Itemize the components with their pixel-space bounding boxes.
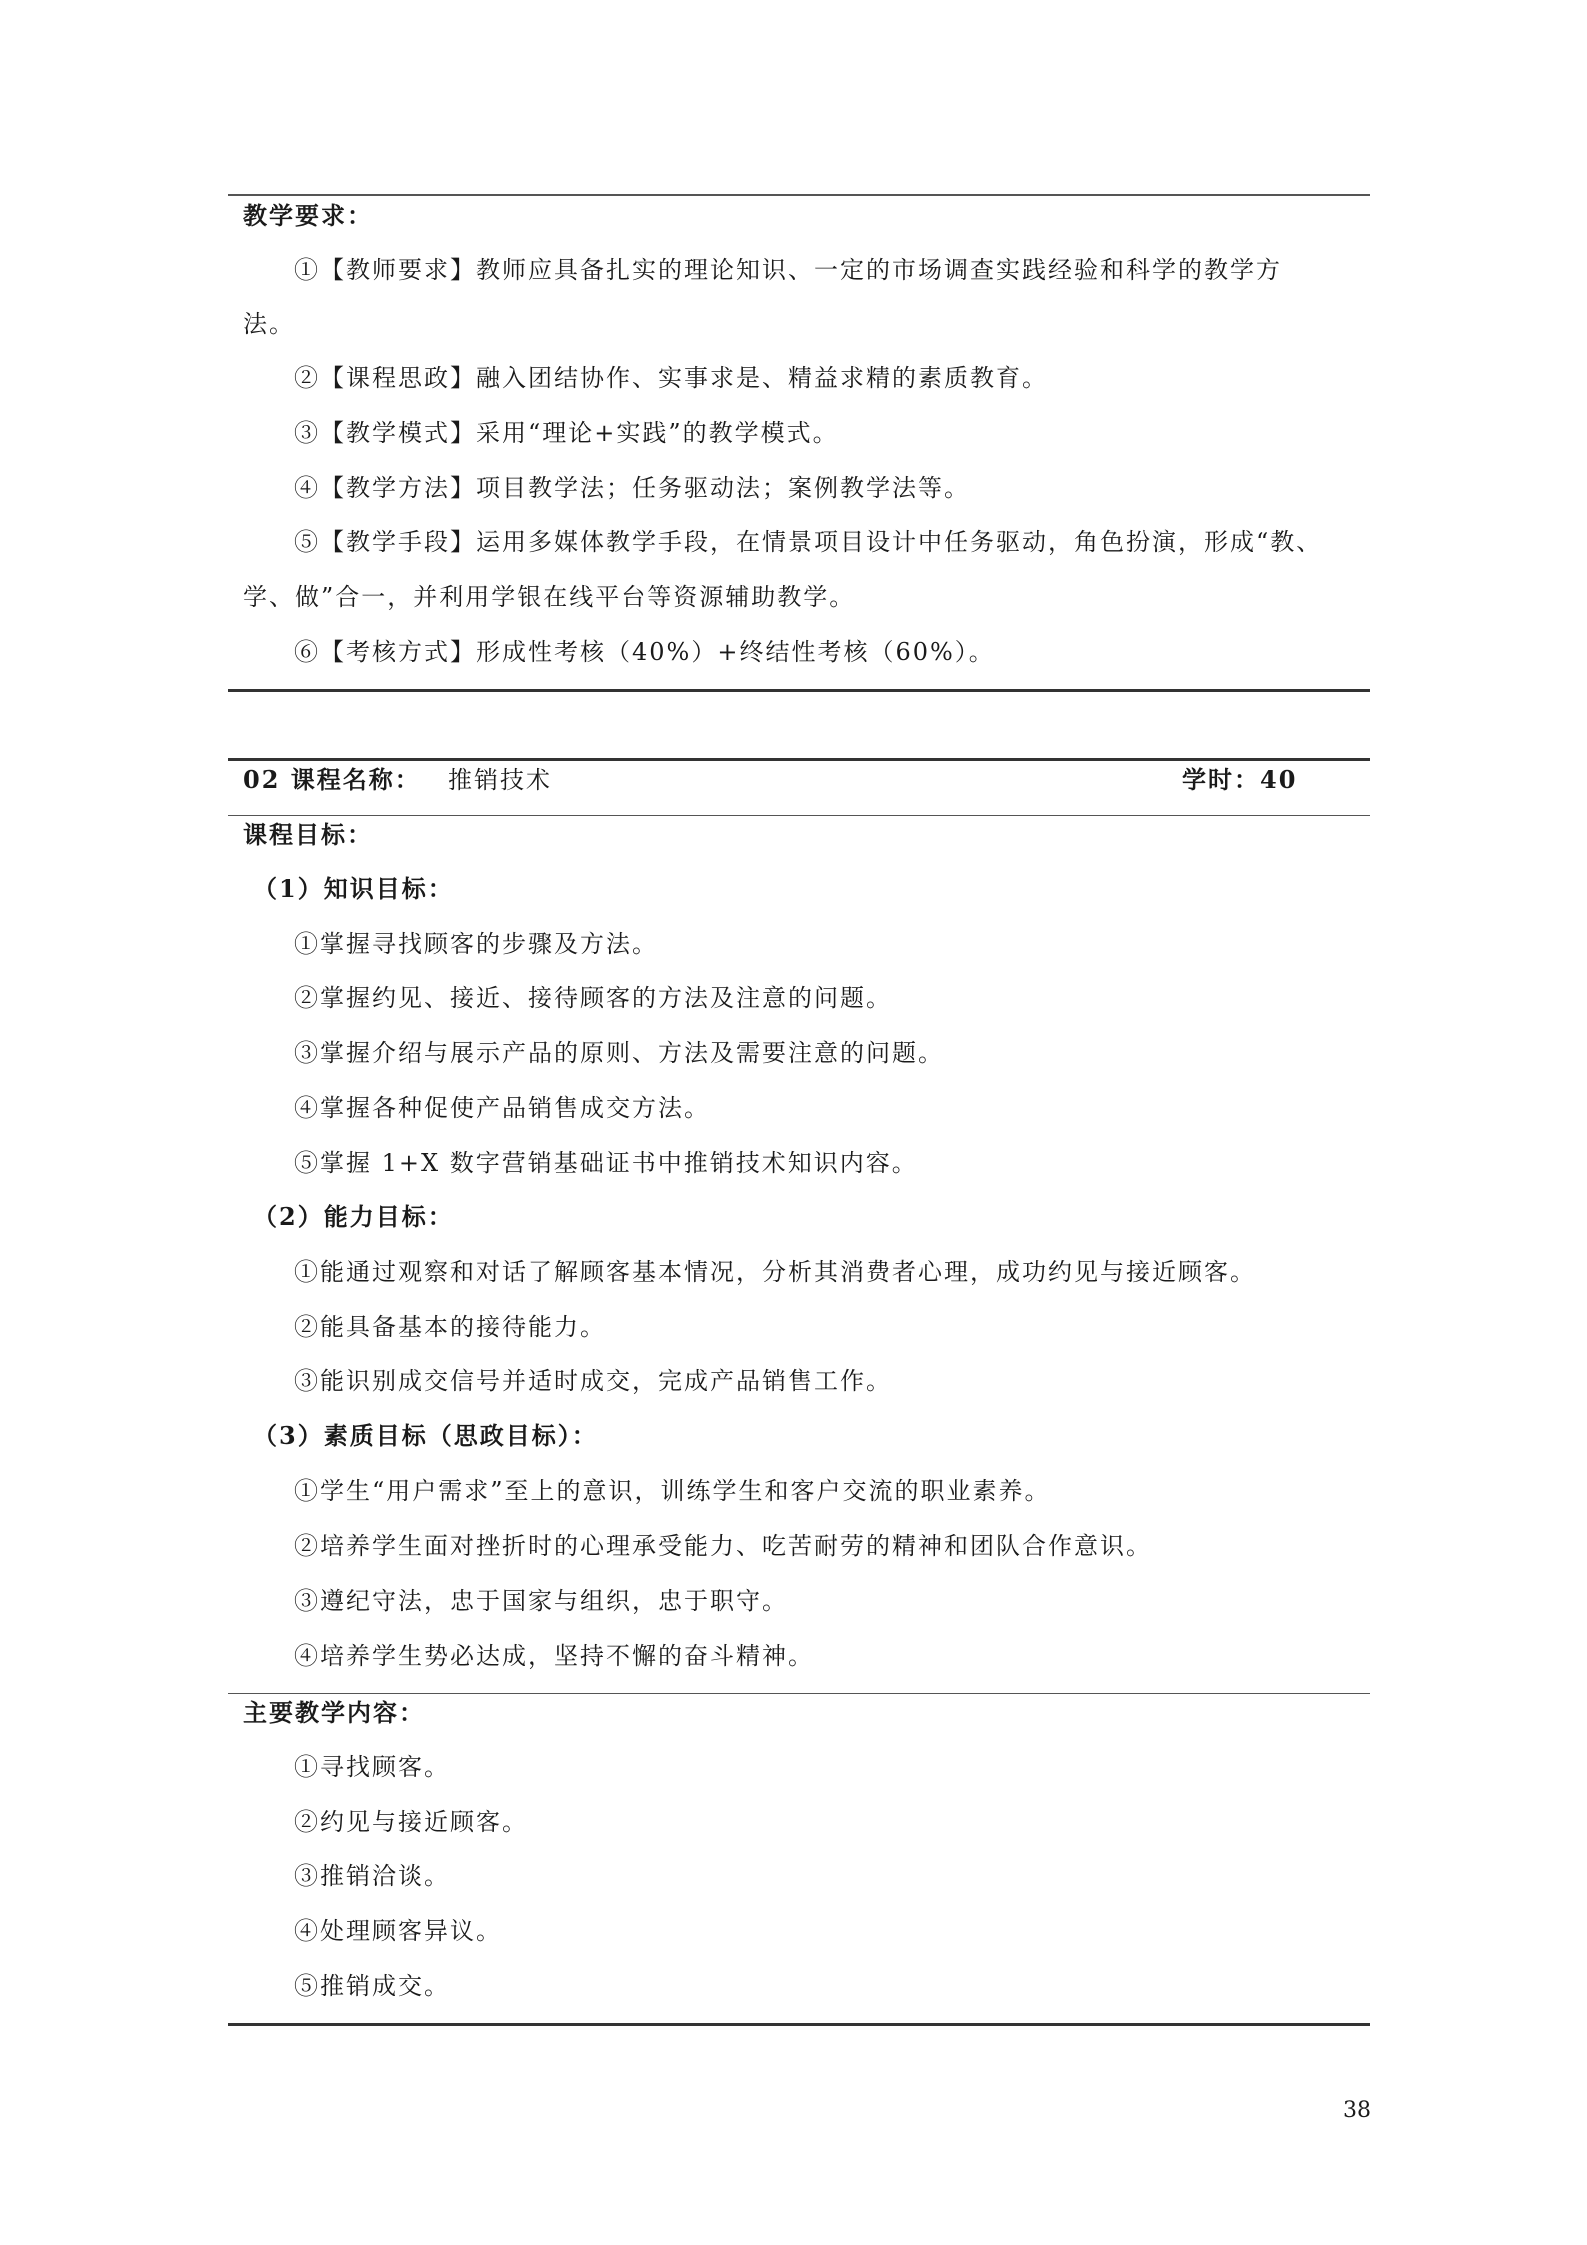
knowledge-item: ④掌握各种促使产品销售成交方法。: [294, 1094, 710, 1122]
ability-item: ②能具备基本的接待能力。: [294, 1313, 606, 1341]
requirement-item: ③【教学模式】采用“理论+实践”的教学模式。: [294, 419, 839, 447]
course-name-label: 02 课程名称：: [243, 765, 421, 794]
quality-item: ②培养学生面对挫折时的心理承受能力、吃苦耐劳的精神和团队合作意识。: [294, 1532, 1152, 1560]
knowledge-item: ⑤掌握 1+X 数字营销基础证书中推销技术知识内容。: [294, 1149, 918, 1177]
quality-item: ③遵纪守法，忠于国家与组织，忠于职守。: [294, 1587, 788, 1615]
knowledge-objectives-heading: （1）知识目标：: [253, 874, 454, 903]
requirement-item: ①【教师要求】教师应具备扎实的理论知识、一定的市场调查实践经验和科学的教学方: [294, 256, 1282, 284]
content-item: ②约见与接近顾客。: [294, 1808, 528, 1836]
row-divider: [228, 1693, 1370, 1694]
requirement-item: 法。: [243, 310, 295, 338]
content-item: ⑤推销成交。: [294, 1972, 450, 2000]
ability-objectives-heading: （2）能力目标：: [253, 1202, 454, 1231]
course-name-value: 推销技术: [448, 766, 552, 794]
knowledge-item: ③掌握介绍与展示产品的原则、方法及需要注意的问题。: [294, 1039, 944, 1067]
teaching-requirements-heading: 教学要求：: [243, 201, 373, 230]
requirement-item: ⑥【考核方式】形成性考核（40%）+终结性考核（60%）。: [294, 638, 995, 666]
ability-item: ③能识别成交信号并适时成交，完成产品销售工作。: [294, 1367, 892, 1395]
row-divider: [228, 815, 1370, 816]
requirement-item: ②【课程思政】融入团结协作、实事求是、精益求精的素质教育。: [294, 364, 1048, 392]
course-objectives-heading: 课程目标：: [243, 820, 373, 849]
knowledge-item: ①掌握寻找顾客的步骤及方法。: [294, 930, 658, 958]
ability-item: ①能通过观察和对话了解顾客基本情况，分析其消费者心理，成功约见与接近顾客。: [294, 1258, 1256, 1286]
quality-objectives-heading: （3）素质目标（思政目标）：: [253, 1421, 598, 1450]
content-item: ③推销洽谈。: [294, 1862, 450, 1890]
knowledge-item: ②掌握约见、接近、接待顾客的方法及注意的问题。: [294, 984, 892, 1012]
requirement-item: 学、做”合一，并利用学银在线平台等资源辅助教学。: [243, 583, 856, 611]
page-number: 38: [1343, 2098, 1371, 2123]
quality-item: ④培养学生势必达成，坚持不懈的奋斗精神。: [294, 1642, 814, 1670]
content-item: ④处理顾客异议。: [294, 1917, 502, 1945]
quality-item: ①学生“用户需求”至上的意识，训练学生和客户交流的职业素养。: [294, 1477, 1051, 1505]
course-hours: 学时：40: [1182, 765, 1298, 794]
content-item: ①寻找顾客。: [294, 1753, 450, 1781]
requirement-item: ④【教学方法】项目教学法；任务驱动法；案例教学法等。: [294, 474, 970, 502]
main-content-heading: 主要教学内容：: [243, 1698, 425, 1727]
requirement-item: ⑤【教学手段】运用多媒体教学手段，在情景项目设计中任务驱动，角色扮演，形成“教、: [294, 528, 1323, 556]
